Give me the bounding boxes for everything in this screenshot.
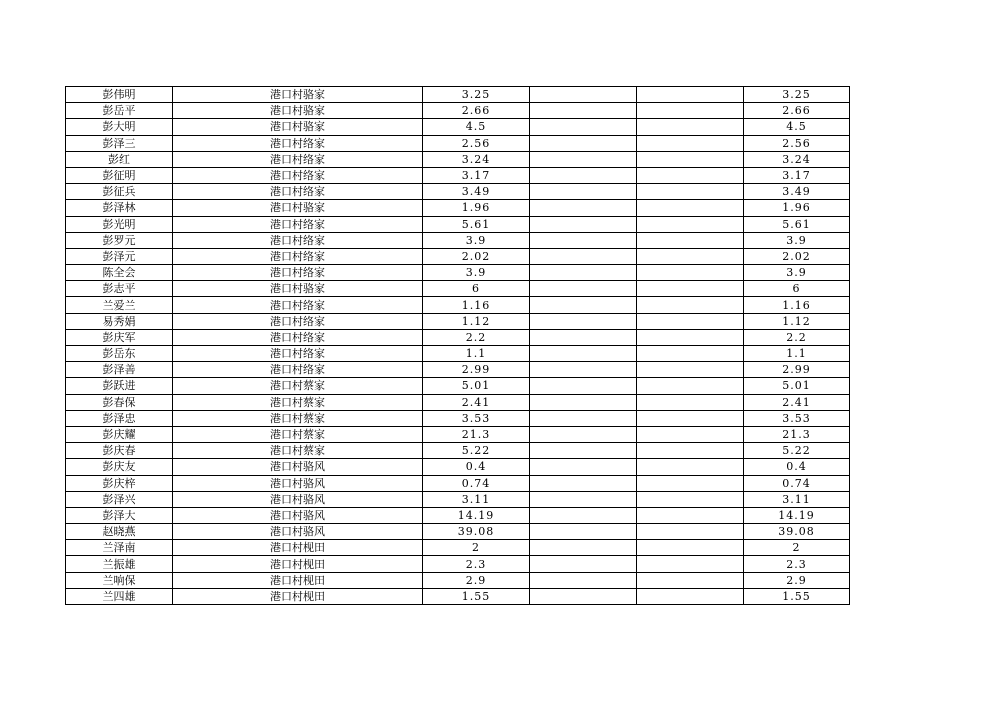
total-cell: 4.5 xyxy=(744,119,850,135)
empty-cell-4 xyxy=(530,524,637,540)
area-cell: 2.41 xyxy=(423,394,530,410)
name-cell: 彭庆春 xyxy=(66,443,173,459)
total-cell: 2.41 xyxy=(744,394,850,410)
table-row xyxy=(66,248,850,264)
table-row xyxy=(66,475,850,491)
total-cell: 1.1 xyxy=(744,346,850,362)
area-cell: 1.12 xyxy=(423,313,530,329)
area-cell: 2.3 xyxy=(423,556,530,572)
village-cell: 港口村骆风 xyxy=(173,507,423,523)
table-row xyxy=(66,426,850,442)
table-row xyxy=(66,281,850,297)
total-cell: 2 xyxy=(744,540,850,556)
empty-cell-4 xyxy=(530,87,637,103)
village-cell: 港口村络家 xyxy=(173,248,423,264)
table-row xyxy=(66,346,850,362)
total-cell: 3.53 xyxy=(744,410,850,426)
empty-cell-5 xyxy=(637,572,744,588)
empty-cell-4 xyxy=(530,184,637,200)
table-row xyxy=(66,103,850,119)
empty-cell-5 xyxy=(637,475,744,491)
village-cell: 港口村骆家 xyxy=(173,103,423,119)
table-row xyxy=(66,135,850,151)
village-cell: 港口村骆家 xyxy=(173,119,423,135)
area-cell: 3.24 xyxy=(423,151,530,167)
empty-cell-4 xyxy=(530,459,637,475)
village-cell: 港口村枧田 xyxy=(173,540,423,556)
total-cell: 0.74 xyxy=(744,475,850,491)
empty-cell-5 xyxy=(637,248,744,264)
name-cell: 彭征兵 xyxy=(66,184,173,200)
empty-cell-4 xyxy=(530,232,637,248)
table-row xyxy=(66,297,850,313)
table-row xyxy=(66,394,850,410)
name-cell: 陈全会 xyxy=(66,265,173,281)
area-cell: 2.2 xyxy=(423,329,530,345)
table-row xyxy=(66,200,850,216)
empty-cell-5 xyxy=(637,184,744,200)
empty-cell-5 xyxy=(637,135,744,151)
total-cell: 2.99 xyxy=(744,362,850,378)
table-row xyxy=(66,507,850,523)
village-cell: 港口村络家 xyxy=(173,167,423,183)
table-row xyxy=(66,410,850,426)
name-cell: 彭跃进 xyxy=(66,378,173,394)
village-cell: 港口村骆风 xyxy=(173,475,423,491)
empty-cell-5 xyxy=(637,459,744,475)
area-cell: 2 xyxy=(423,540,530,556)
empty-cell-5 xyxy=(637,362,744,378)
empty-cell-4 xyxy=(530,443,637,459)
name-cell: 彭庆耀 xyxy=(66,426,173,442)
empty-cell-4 xyxy=(530,248,637,264)
area-cell: 2.02 xyxy=(423,248,530,264)
name-cell: 彭泽三 xyxy=(66,135,173,151)
total-cell: 1.55 xyxy=(744,588,850,604)
area-cell: 5.22 xyxy=(423,443,530,459)
empty-cell-4 xyxy=(530,200,637,216)
empty-cell-4 xyxy=(530,362,637,378)
total-cell: 2.2 xyxy=(744,329,850,345)
total-cell: 5.01 xyxy=(744,378,850,394)
total-cell: 1.12 xyxy=(744,313,850,329)
table-row xyxy=(66,491,850,507)
village-cell: 港口村络家 xyxy=(173,313,423,329)
area-cell: 3.9 xyxy=(423,232,530,248)
name-cell: 彭庆军 xyxy=(66,329,173,345)
empty-cell-5 xyxy=(637,588,744,604)
village-cell: 港口村枧田 xyxy=(173,556,423,572)
empty-cell-5 xyxy=(637,443,744,459)
name-cell: 彭光明 xyxy=(66,216,173,232)
name-cell: 彭征明 xyxy=(66,167,173,183)
empty-cell-5 xyxy=(637,167,744,183)
empty-cell-5 xyxy=(637,540,744,556)
empty-cell-5 xyxy=(637,265,744,281)
total-cell: 3.9 xyxy=(744,232,850,248)
empty-cell-5 xyxy=(637,151,744,167)
table-row xyxy=(66,184,850,200)
name-cell: 彭泽元 xyxy=(66,248,173,264)
empty-cell-4 xyxy=(530,167,637,183)
empty-cell-4 xyxy=(530,556,637,572)
empty-cell-5 xyxy=(637,232,744,248)
empty-cell-5 xyxy=(637,87,744,103)
empty-cell-4 xyxy=(530,119,637,135)
table-row xyxy=(66,119,850,135)
empty-cell-5 xyxy=(637,346,744,362)
area-cell: 0.4 xyxy=(423,459,530,475)
table-row xyxy=(66,588,850,604)
total-cell: 3.9 xyxy=(744,265,850,281)
village-cell: 港口村络家 xyxy=(173,232,423,248)
empty-cell-4 xyxy=(530,216,637,232)
area-cell: 1.16 xyxy=(423,297,530,313)
empty-cell-4 xyxy=(530,475,637,491)
area-cell: 21.3 xyxy=(423,426,530,442)
name-cell: 易秀娟 xyxy=(66,313,173,329)
table-body xyxy=(66,87,850,605)
name-cell: 彭志平 xyxy=(66,281,173,297)
empty-cell-4 xyxy=(530,313,637,329)
area-cell: 3.11 xyxy=(423,491,530,507)
area-cell: 14.19 xyxy=(423,507,530,523)
total-cell: 3.49 xyxy=(744,184,850,200)
area-cell: 2.56 xyxy=(423,135,530,151)
village-cell: 港口村蔡家 xyxy=(173,426,423,442)
table-row xyxy=(66,167,850,183)
name-cell: 彭大明 xyxy=(66,119,173,135)
name-cell: 兰四雄 xyxy=(66,588,173,604)
name-cell: 兰爱兰 xyxy=(66,297,173,313)
table-row xyxy=(66,556,850,572)
total-cell: 2.9 xyxy=(744,572,850,588)
name-cell: 彭岳东 xyxy=(66,346,173,362)
area-cell: 5.01 xyxy=(423,378,530,394)
area-cell: 2.66 xyxy=(423,103,530,119)
empty-cell-4 xyxy=(530,103,637,119)
total-cell: 21.3 xyxy=(744,426,850,442)
total-cell: 3.24 xyxy=(744,151,850,167)
table-row xyxy=(66,362,850,378)
area-cell: 4.5 xyxy=(423,119,530,135)
village-cell: 港口村蔡家 xyxy=(173,410,423,426)
table-row xyxy=(66,313,850,329)
village-cell: 港口村络家 xyxy=(173,265,423,281)
empty-cell-5 xyxy=(637,524,744,540)
empty-cell-5 xyxy=(637,394,744,410)
empty-cell-5 xyxy=(637,103,744,119)
empty-cell-5 xyxy=(637,507,744,523)
data-table xyxy=(65,86,850,605)
empty-cell-5 xyxy=(637,313,744,329)
village-cell: 港口村蔡家 xyxy=(173,378,423,394)
village-cell: 港口村蔡家 xyxy=(173,443,423,459)
empty-cell-4 xyxy=(530,491,637,507)
empty-cell-4 xyxy=(530,572,637,588)
area-cell: 2.99 xyxy=(423,362,530,378)
village-cell: 港口村骆风 xyxy=(173,459,423,475)
table-row xyxy=(66,572,850,588)
name-cell: 彭伟明 xyxy=(66,87,173,103)
empty-cell-4 xyxy=(530,329,637,345)
empty-cell-4 xyxy=(530,410,637,426)
table-row xyxy=(66,540,850,556)
total-cell: 2.02 xyxy=(744,248,850,264)
name-cell: 彭春保 xyxy=(66,394,173,410)
area-cell: 1.1 xyxy=(423,346,530,362)
table-row xyxy=(66,329,850,345)
total-cell: 6 xyxy=(744,281,850,297)
village-cell: 港口村络家 xyxy=(173,216,423,232)
village-cell: 港口村络家 xyxy=(173,151,423,167)
empty-cell-4 xyxy=(530,394,637,410)
name-cell: 兰振雄 xyxy=(66,556,173,572)
table-row xyxy=(66,216,850,232)
empty-cell-4 xyxy=(530,507,637,523)
empty-cell-4 xyxy=(530,378,637,394)
area-cell: 3.53 xyxy=(423,410,530,426)
village-cell: 港口村枧田 xyxy=(173,588,423,604)
total-cell: 0.4 xyxy=(744,459,850,475)
empty-cell-4 xyxy=(530,265,637,281)
name-cell: 彭泽忠 xyxy=(66,410,173,426)
table-row xyxy=(66,232,850,248)
name-cell: 彭庆梓 xyxy=(66,475,173,491)
name-cell: 彭泽兴 xyxy=(66,491,173,507)
total-cell: 14.19 xyxy=(744,507,850,523)
total-cell: 3.25 xyxy=(744,87,850,103)
empty-cell-4 xyxy=(530,346,637,362)
name-cell: 兰泽南 xyxy=(66,540,173,556)
area-cell: 0.74 xyxy=(423,475,530,491)
total-cell: 1.96 xyxy=(744,200,850,216)
village-cell: 港口村骆家 xyxy=(173,281,423,297)
empty-cell-5 xyxy=(637,378,744,394)
area-cell: 3.9 xyxy=(423,265,530,281)
total-cell: 2.66 xyxy=(744,103,850,119)
total-cell: 1.16 xyxy=(744,297,850,313)
empty-cell-5 xyxy=(637,216,744,232)
table-row xyxy=(66,443,850,459)
village-cell: 港口村骆家 xyxy=(173,87,423,103)
name-cell: 赵晓燕 xyxy=(66,524,173,540)
village-cell: 港口村蔡家 xyxy=(173,394,423,410)
empty-cell-5 xyxy=(637,556,744,572)
empty-cell-4 xyxy=(530,540,637,556)
area-cell: 3.17 xyxy=(423,167,530,183)
table-row xyxy=(66,87,850,103)
area-cell: 1.55 xyxy=(423,588,530,604)
empty-cell-4 xyxy=(530,426,637,442)
total-cell: 5.22 xyxy=(744,443,850,459)
empty-cell-4 xyxy=(530,135,637,151)
table-row xyxy=(66,459,850,475)
area-cell: 1.96 xyxy=(423,200,530,216)
empty-cell-5 xyxy=(637,410,744,426)
total-cell: 3.11 xyxy=(744,491,850,507)
table-row xyxy=(66,265,850,281)
empty-cell-4 xyxy=(530,297,637,313)
area-cell: 2.9 xyxy=(423,572,530,588)
total-cell: 2.56 xyxy=(744,135,850,151)
village-cell: 港口村骆家 xyxy=(173,200,423,216)
village-cell: 港口村络家 xyxy=(173,297,423,313)
name-cell: 彭泽大 xyxy=(66,507,173,523)
area-cell: 6 xyxy=(423,281,530,297)
empty-cell-5 xyxy=(637,329,744,345)
name-cell: 彭罗元 xyxy=(66,232,173,248)
empty-cell-5 xyxy=(637,281,744,297)
empty-cell-4 xyxy=(530,281,637,297)
name-cell: 彭泽善 xyxy=(66,362,173,378)
village-cell: 港口村络家 xyxy=(173,135,423,151)
village-cell: 港口村骆风 xyxy=(173,524,423,540)
table-row xyxy=(66,378,850,394)
empty-cell-5 xyxy=(637,119,744,135)
name-cell: 兰响保 xyxy=(66,572,173,588)
total-cell: 5.61 xyxy=(744,216,850,232)
village-cell: 港口村络家 xyxy=(173,362,423,378)
total-cell: 3.17 xyxy=(744,167,850,183)
name-cell: 彭庆友 xyxy=(66,459,173,475)
village-cell: 港口村骆风 xyxy=(173,491,423,507)
table-row xyxy=(66,151,850,167)
area-cell: 3.25 xyxy=(423,87,530,103)
area-cell: 3.49 xyxy=(423,184,530,200)
empty-cell-5 xyxy=(637,297,744,313)
empty-cell-5 xyxy=(637,426,744,442)
area-cell: 5.61 xyxy=(423,216,530,232)
empty-cell-5 xyxy=(637,491,744,507)
empty-cell-4 xyxy=(530,588,637,604)
village-cell: 港口村络家 xyxy=(173,346,423,362)
empty-cell-4 xyxy=(530,151,637,167)
village-cell: 港口村枧田 xyxy=(173,572,423,588)
name-cell: 彭红 xyxy=(66,151,173,167)
table-row xyxy=(66,524,850,540)
name-cell: 彭岳平 xyxy=(66,103,173,119)
total-cell: 2.3 xyxy=(744,556,850,572)
village-cell: 港口村络家 xyxy=(173,184,423,200)
total-cell: 39.08 xyxy=(744,524,850,540)
area-cell: 39.08 xyxy=(423,524,530,540)
name-cell: 彭泽林 xyxy=(66,200,173,216)
village-cell: 港口村络家 xyxy=(173,329,423,345)
empty-cell-5 xyxy=(637,200,744,216)
